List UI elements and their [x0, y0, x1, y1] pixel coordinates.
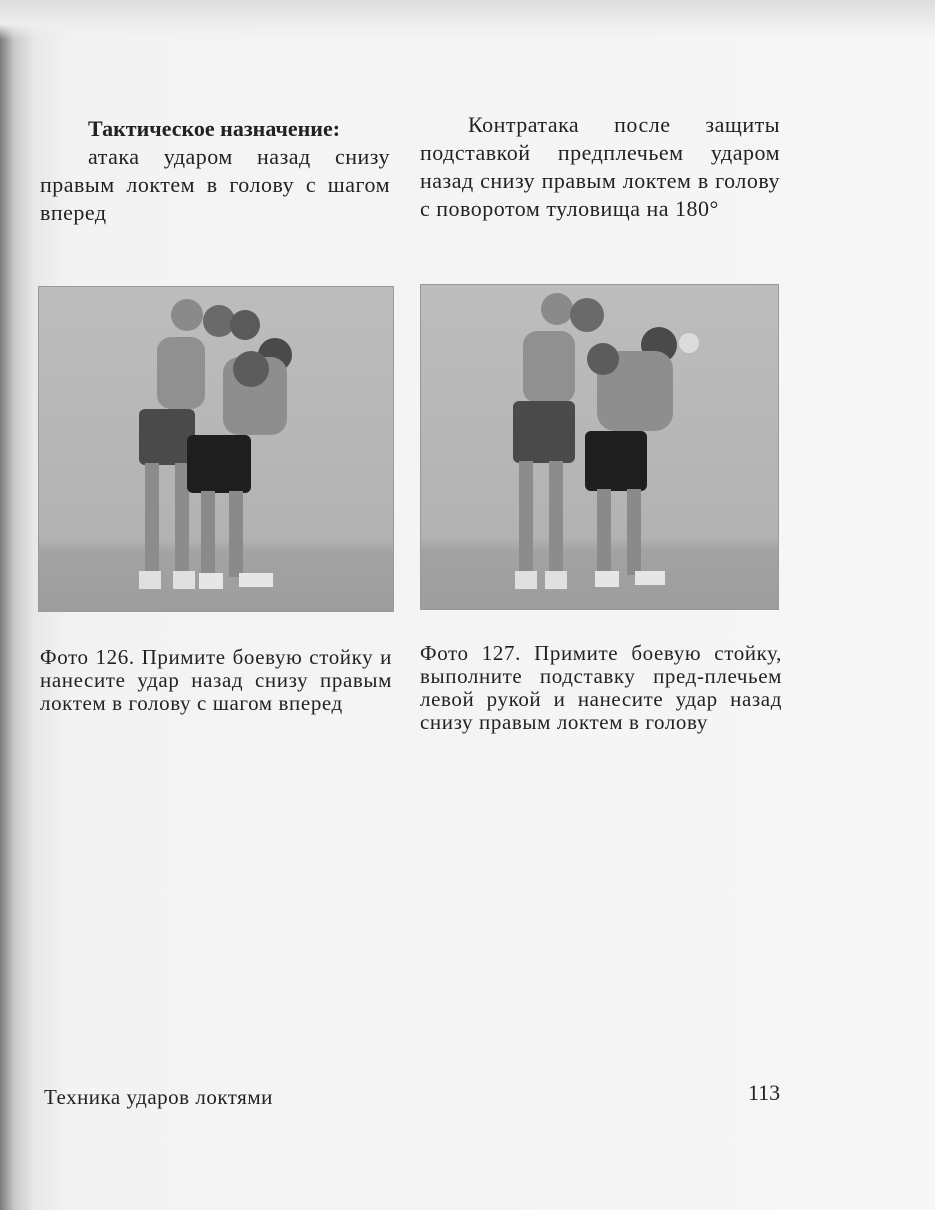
tactical-purpose-text: атака ударом назад снизу правым локтем в голову с шагом вперед: [40, 144, 390, 225]
photo-127: [420, 284, 779, 610]
right-column-text: [420, 111, 780, 223]
photo-126-caption: Фото 126. Примите боевую стойку и нанесите удар назад снизу правым локтем в голову с шагом вперед: [40, 645, 392, 715]
photo-127-caption: Фото 127. Примите боевую стойку, выполните подставку пред-плечьем левой рукой и нанесите удар назад снизу правым локтем в голову: [420, 641, 782, 734]
fighters-photo-127: [421, 285, 778, 609]
counterattack-text: Контратака после защиты подставкой предплечьем ударом назад снизу правым локтем в голову с поворотом туловища на 180°: [420, 112, 780, 221]
page-number: 113: [748, 1080, 781, 1105]
left-column-text: [40, 115, 390, 227]
photo-126: [38, 286, 394, 612]
scan-shadow: [0, 0, 935, 40]
tactical-purpose-heading: Тактическое назначение:: [88, 116, 341, 141]
fighters-photo-126: [39, 287, 393, 611]
running-footer-title: Техника ударов локтями: [44, 1085, 273, 1109]
